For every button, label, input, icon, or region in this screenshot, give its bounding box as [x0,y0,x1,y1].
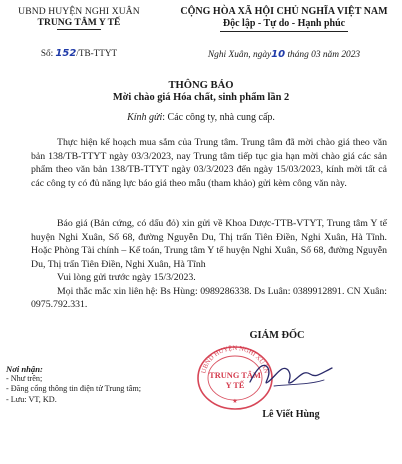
paragraph-text: Mọi thắc mắc xin liên hệ: Bs Hùng: 0989286338. Ds Luân: 0389912891. CN Xuân: 0975.792.331. [31,285,387,310]
date-prefix: Nghi Xuân, ngày [207,50,272,60]
signer-name: Lê Viết Hùng [262,409,320,420]
document-title: THÔNG BÁO [168,80,234,91]
header-left-underline [57,29,101,30]
recipient-label: Kính gửi [127,112,163,123]
paragraph-text: Báo giá (Bản cứng, có dấu đỏ) xin gửi về Khoa Dược-TTB-VTYT, Trung tâm Y tế huyện Nghi Xuân, Số 68, đường Nguyễn Du, Thị trấn Tiên Điền, Nghi Xuân, Hà Tĩnh. Hoặc Phòng Tài chính – Kế toán, Trung tâm Y tế huyện Nghi Xuân, Số 68, đường Nguyễn Du, Thị trấn Tiên Điền, Nghi Xuân, Hà Tĩnh [31,218,387,270]
header-left [4,6,154,59]
date-suffix: tháng 03 năm 2023 [285,50,361,60]
document-date [170,49,398,60]
number-prefix: Số: [40,48,56,58]
recipient-item: - Như trên; [6,374,43,384]
body-paragraph-1 [31,136,387,190]
recipient-item: - Đăng cổng thông tin điện tử Trung tâm; [6,384,141,394]
star-icon: ★ [232,399,238,405]
stamp-line2: Y TẾ [225,381,245,390]
paragraph-text: Thực hiện kế hoạch mua sắm của Trung tâm. Trung tâm đã mời chào giá theo văn bản 138/TB-TTYT ngày 03/3/2023, nay Trung tâm tiếp tục gia hạn mời chào giá các sản phẩm theo văn bản 138/TB-TTYT ngày 03/3/2023 đến ngày 15/03/2023, kính mời tất cả các công ty có đủ năng lực báo giá theo mẫu (tham khảo) gửi kèm công văn này. [31,137,387,189]
motto-underline [220,31,348,32]
republic-name: CỘNG HÒA XÃ HỘI CHỦ NGHĨA VIỆT NAM [180,6,388,17]
recipients-block [6,364,141,405]
number-handwritten: 152 [55,48,77,59]
stamp-ring-text: UBND HUYỆN NGHI XUÂN [200,345,270,375]
date-day-handwritten: 10 [271,49,286,60]
signature-title: GIÁM ĐỐC [249,330,305,341]
national-motto: Độc lập - Tự do - Hạnh phúc [222,18,346,29]
body-paragraph-group [31,217,387,312]
handwritten-signature [244,356,339,396]
organization-name: UBND HUYỆN NGHI XUÂN [18,6,140,17]
document-subtitle: Mời chào giá Hóa chất, sinh phẩm lần 2 [112,92,290,103]
recipient-line [0,112,402,123]
recipients-title: Nơi nhận: [6,364,43,374]
paragraph-text: Vui lòng gửi trước ngày 15/3/2023. [57,272,196,283]
header-right [170,6,398,60]
stamp-line1: TRUNG TÂM [209,371,261,380]
recipient-item: - Lưu: VT, KD. [6,394,57,404]
document-number [4,48,154,59]
department-name: TRUNG TÂM Y TẾ [37,17,121,28]
recipient-value: : Các công ty, nhà cung cấp. [162,112,275,123]
number-suffix: /TB-TTYT [76,48,118,58]
